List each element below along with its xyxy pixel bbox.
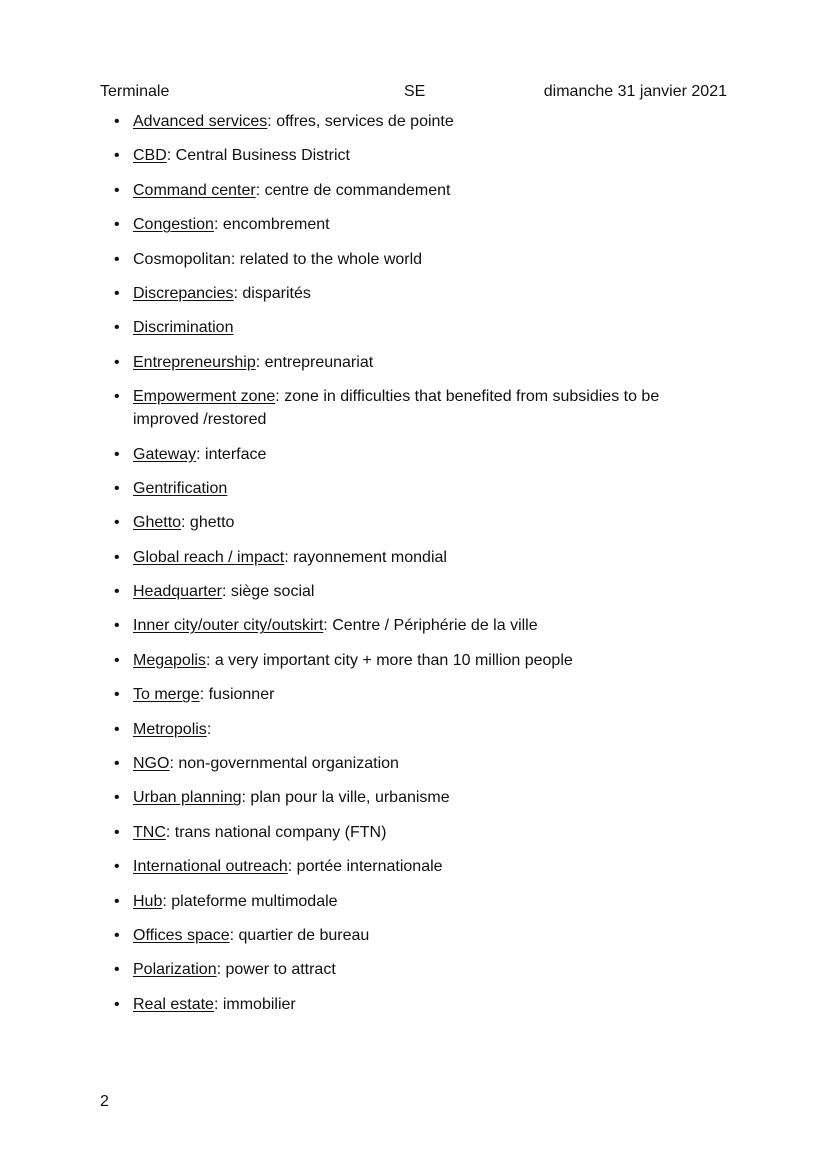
header-class: Terminale (100, 83, 170, 100)
vocab-definition: : (206, 720, 212, 738)
vocab-term: Advanced services (133, 113, 268, 130)
vocab-term: NGO (133, 755, 170, 773)
vocab-term: CBD (133, 147, 167, 165)
vocab-definition: : portée internationale (287, 858, 443, 876)
vocab-definition: : plan pour la ville, urbanisme (241, 789, 450, 807)
vocab-term: To merge (133, 686, 200, 704)
vocab-definition: : siège social (221, 583, 315, 601)
list-item (112, 316, 712, 339)
vocab-term: Headquarter (133, 583, 222, 601)
vocab-definition: : plateforme multimodale (162, 892, 338, 910)
list-item (112, 110, 712, 133)
list-item (112, 649, 712, 672)
page-number: 2 (100, 1093, 109, 1110)
vocab-definition: : offres, services de pointe (267, 113, 454, 130)
vocab-definition: : power to attract (216, 961, 336, 979)
page-header (100, 83, 727, 105)
vocab-term: Global reach / impact (133, 548, 285, 566)
list-item (112, 752, 712, 775)
vocab-term: Discrimination (133, 319, 234, 337)
vocabulary-list (112, 110, 712, 1027)
vocab-term: Polarization (133, 961, 217, 979)
list-item (112, 443, 712, 466)
vocab-term: Empowerment zone (133, 388, 276, 406)
vocab-definition: : centre de commandement (255, 181, 451, 199)
list-item (112, 477, 712, 500)
list-item (112, 993, 712, 1016)
list-item (112, 786, 712, 809)
vocab-definition: : zone in difficulties that benefited from subsidies to be improved /restored (133, 388, 660, 429)
list-item (112, 924, 712, 947)
vocab-term: Offices space (133, 926, 230, 944)
vocab-definition: : a very important city + more than 10 million people (205, 651, 573, 669)
header-section: SE (404, 83, 426, 100)
list-item (112, 213, 712, 236)
list-item (112, 821, 712, 844)
vocab-definition: : rayonnement mondial (284, 548, 447, 566)
vocab-term: Gentrification (133, 479, 228, 497)
header-date: dimanche 31 janvier 2021 (543, 83, 727, 100)
list-item (112, 248, 712, 271)
list-item (112, 580, 712, 603)
vocab-definition: : immobilier (213, 995, 296, 1013)
vocab-term: Metropolis (133, 720, 207, 738)
vocab-term: Urban planning (133, 789, 242, 807)
vocab-term: Inner city/outer city/outskirt (133, 617, 324, 635)
vocab-definition: : fusionner (199, 686, 275, 704)
list-item (112, 683, 712, 706)
vocab-definition: : ghetto (181, 514, 235, 532)
vocab-definition: : disparités (233, 284, 311, 302)
list-item (112, 282, 712, 305)
vocab-term: Hub (133, 892, 163, 910)
list-item (112, 511, 712, 534)
vocab-definition: : trans national company (FTN) (165, 823, 387, 841)
vocab-term: Ghetto (133, 514, 182, 532)
vocab-term: Real estate (133, 995, 214, 1013)
list-item (112, 546, 712, 569)
list-item (112, 855, 712, 878)
vocab-definition: : quartier de bureau (229, 926, 370, 944)
vocab-term: Entrepreneurship (133, 353, 256, 371)
vocab-definition: : Centre / Périphérie de la ville (323, 617, 538, 635)
vocab-definition: : interface (196, 445, 267, 463)
list-item (112, 385, 712, 431)
vocab-term: Discrepancies (133, 284, 234, 302)
vocab-term: Command center (133, 181, 256, 199)
list-item (112, 614, 712, 637)
vocab-term: Gateway (133, 445, 197, 463)
vocab-term: Cosmopolitan (133, 250, 231, 268)
list-item (112, 144, 712, 167)
vocab-term: Megapolis (133, 651, 206, 669)
vocab-definition: : related to the whole world (230, 250, 423, 268)
vocab-term: Congestion (133, 216, 214, 234)
list-item (112, 718, 712, 741)
vocab-definition: : entrepreunariat (255, 353, 374, 371)
list-item (112, 351, 712, 374)
vocab-term: International outreach (133, 858, 288, 876)
vocab-definition: : non-governmental organization (169, 755, 399, 773)
vocab-term: TNC (133, 823, 166, 841)
list-item (112, 890, 712, 913)
list-item (112, 179, 712, 202)
vocab-definition: : Central Business District (166, 147, 350, 165)
vocab-definition: : encombrement (213, 216, 330, 234)
list-item (112, 958, 712, 981)
